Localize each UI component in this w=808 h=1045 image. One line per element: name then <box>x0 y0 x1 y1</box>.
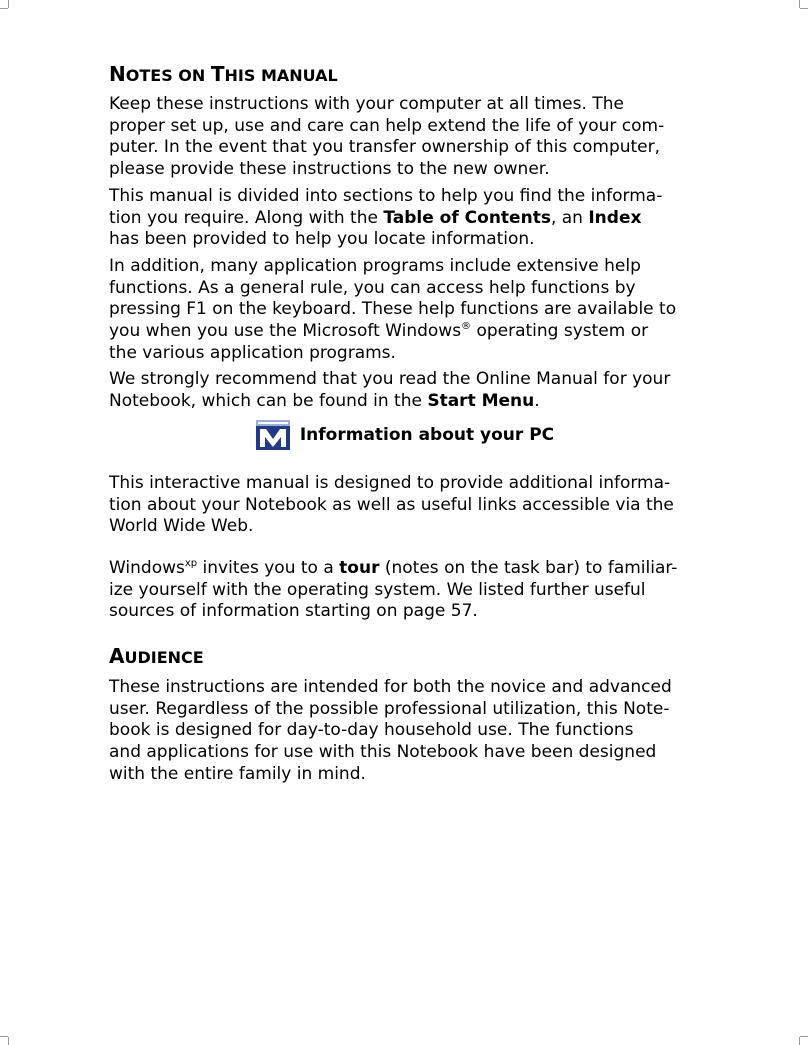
paragraph-help-functions: In addition, many application programs include extensive help functions. As a general rule, you can access help functions by pressing F1 on the keyboard. These help functions are available to you when you use the Microsoft Windows® operating system or the various application programs. <box>109 255 677 363</box>
tour-term: tour <box>339 557 380 578</box>
info-about-pc-callout <box>109 416 701 454</box>
paragraph-windows-tour: Windows$^{xp}$ invites you to a tour (notes on the task bar) to familiar- ize yourself with the operating system. We listed further useful sources of information starting on page 57. <box>109 557 678 622</box>
crop-mark-top-right <box>800 8 808 9</box>
crop-mark-bottom-left-v <box>8 1037 9 1045</box>
crop-mark-bottom-right <box>800 1036 808 1037</box>
start-menu-term: Start Menu <box>427 391 535 412</box>
crop-mark-bottom-right-v <box>799 1037 800 1045</box>
paragraph-interactive-manual: This interactive manual is designed to provide additional informa- tion about your Notebook as well as useful links accessible via the World Wide Web. <box>109 472 674 537</box>
paragraph-manual-sections: This manual is divided into sections to help you find the informa- tion you require. Along with the Table of Contents, an Index has been provided to help you locate information. <box>109 185 663 250</box>
crop-mark-top-right-v <box>799 0 800 8</box>
info-about-pc-label: Information about your PC <box>299 424 555 445</box>
paragraph-audience: These instructions are intended for both the novice and advanced user. Regardless of the possible professional utilization, this Note- book is designed for day-to-day household use. The functions and applications for use with this Notebook have been designed with the entire family in mind. <box>109 677 672 784</box>
paragraph-online-manual: We strongly recommend that you read the Online Manual for your Notebook, which can be found in the Start Menu. <box>109 369 671 412</box>
section-heading-notes: NOTES ON THIS MANUAL <box>109 62 338 86</box>
paragraph-keep-instructions: Keep these instructions with your computer at all times. The proper set up, use and care can help extend the life of your com- puter. In the event that you transfer ownership of this computer, please provide these instructions to the new owner. <box>109 94 665 180</box>
manual-page <box>109 56 701 786</box>
medion-logo-icon <box>256 420 290 450</box>
table-of-contents-term: Table of Contents <box>383 207 551 228</box>
crop-mark-top-left <box>0 8 8 9</box>
section-heading-audience: AUDIENCE <box>109 644 204 669</box>
index-term: Index <box>588 207 642 228</box>
crop-mark-bottom-left <box>0 1036 8 1037</box>
crop-mark-top-left-v <box>8 0 9 8</box>
